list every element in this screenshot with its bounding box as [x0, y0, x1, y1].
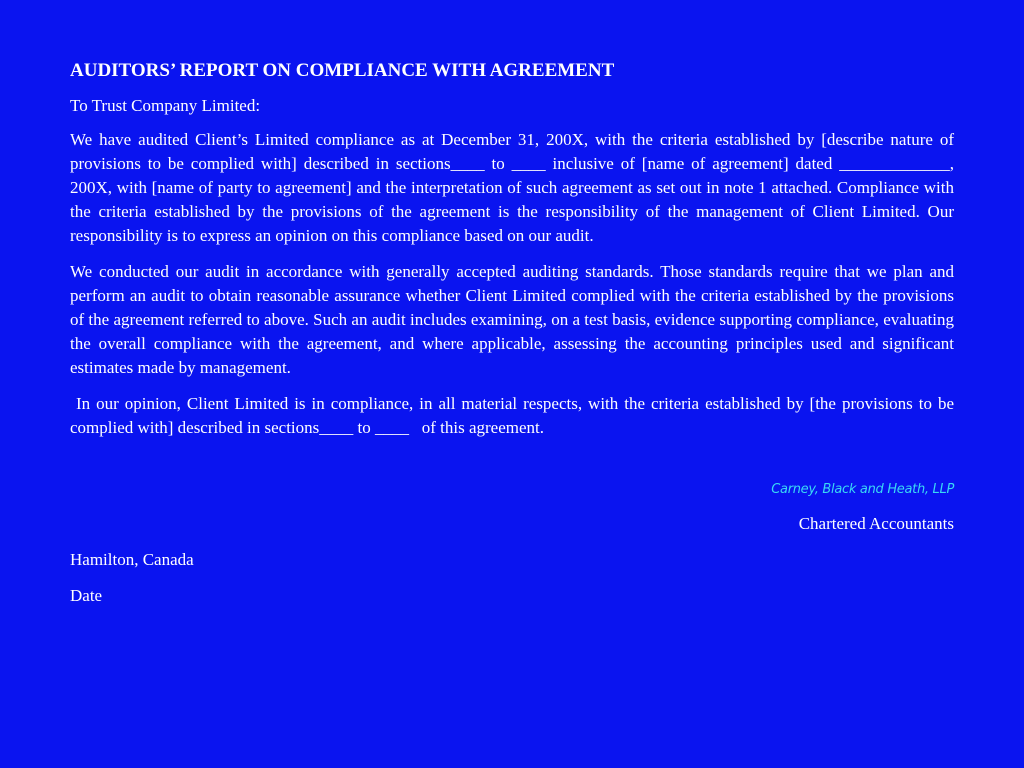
- report-title: AUDITORS’ REPORT ON COMPLIANCE WITH AGREEMENT: [70, 60, 615, 81]
- paragraph-opinion: In our opinion, Client Limited is in compliance, in all material respects, with the criteria established by [the provisions to be complied with] described in sections____ to ____ of this agreement.: [70, 394, 959, 437]
- paragraph-audit-basis: We conducted our audit in accordance with generally accepted auditing standards. Those standards require that we plan and perform an audit to obtain reasonable assurance whether Client Limited complied with the criteria established by the provisions of the agreement referred to above. Such an audit includes examining, on a test basis, evidence supporting compliance, evaluating the overall compliance with the agreement, and where applicable, assessing the accounting principles used and significant estimates made by management.: [70, 262, 954, 377]
- report-date: Date: [70, 586, 103, 605]
- report-body: [70, 58, 959, 608]
- firm-signature: Carney, Black and Heath, LLP: [771, 482, 954, 497]
- paragraph-scope: We have audited Client’s Limited compliance as at December 31, 200X, with the criteria established by [describe nature of provisions to be complied with] described in sections____ to ____ inclusive of [name of agreement] dated _____________, 200X, with [name of party to agreement] and the interpretation of such agreement as set out in note 1 attached. Compliance with the criteria established by the provisions of the agreement is the responsibility of the management of Client Limited. Our responsibility is to express an opinion on this compliance based on our audit.: [70, 130, 954, 245]
- firm-designation: Chartered Accountants: [798, 514, 954, 533]
- salutation: To Trust Company Limited:: [70, 96, 261, 115]
- report-location: Hamilton, Canada: [70, 550, 194, 569]
